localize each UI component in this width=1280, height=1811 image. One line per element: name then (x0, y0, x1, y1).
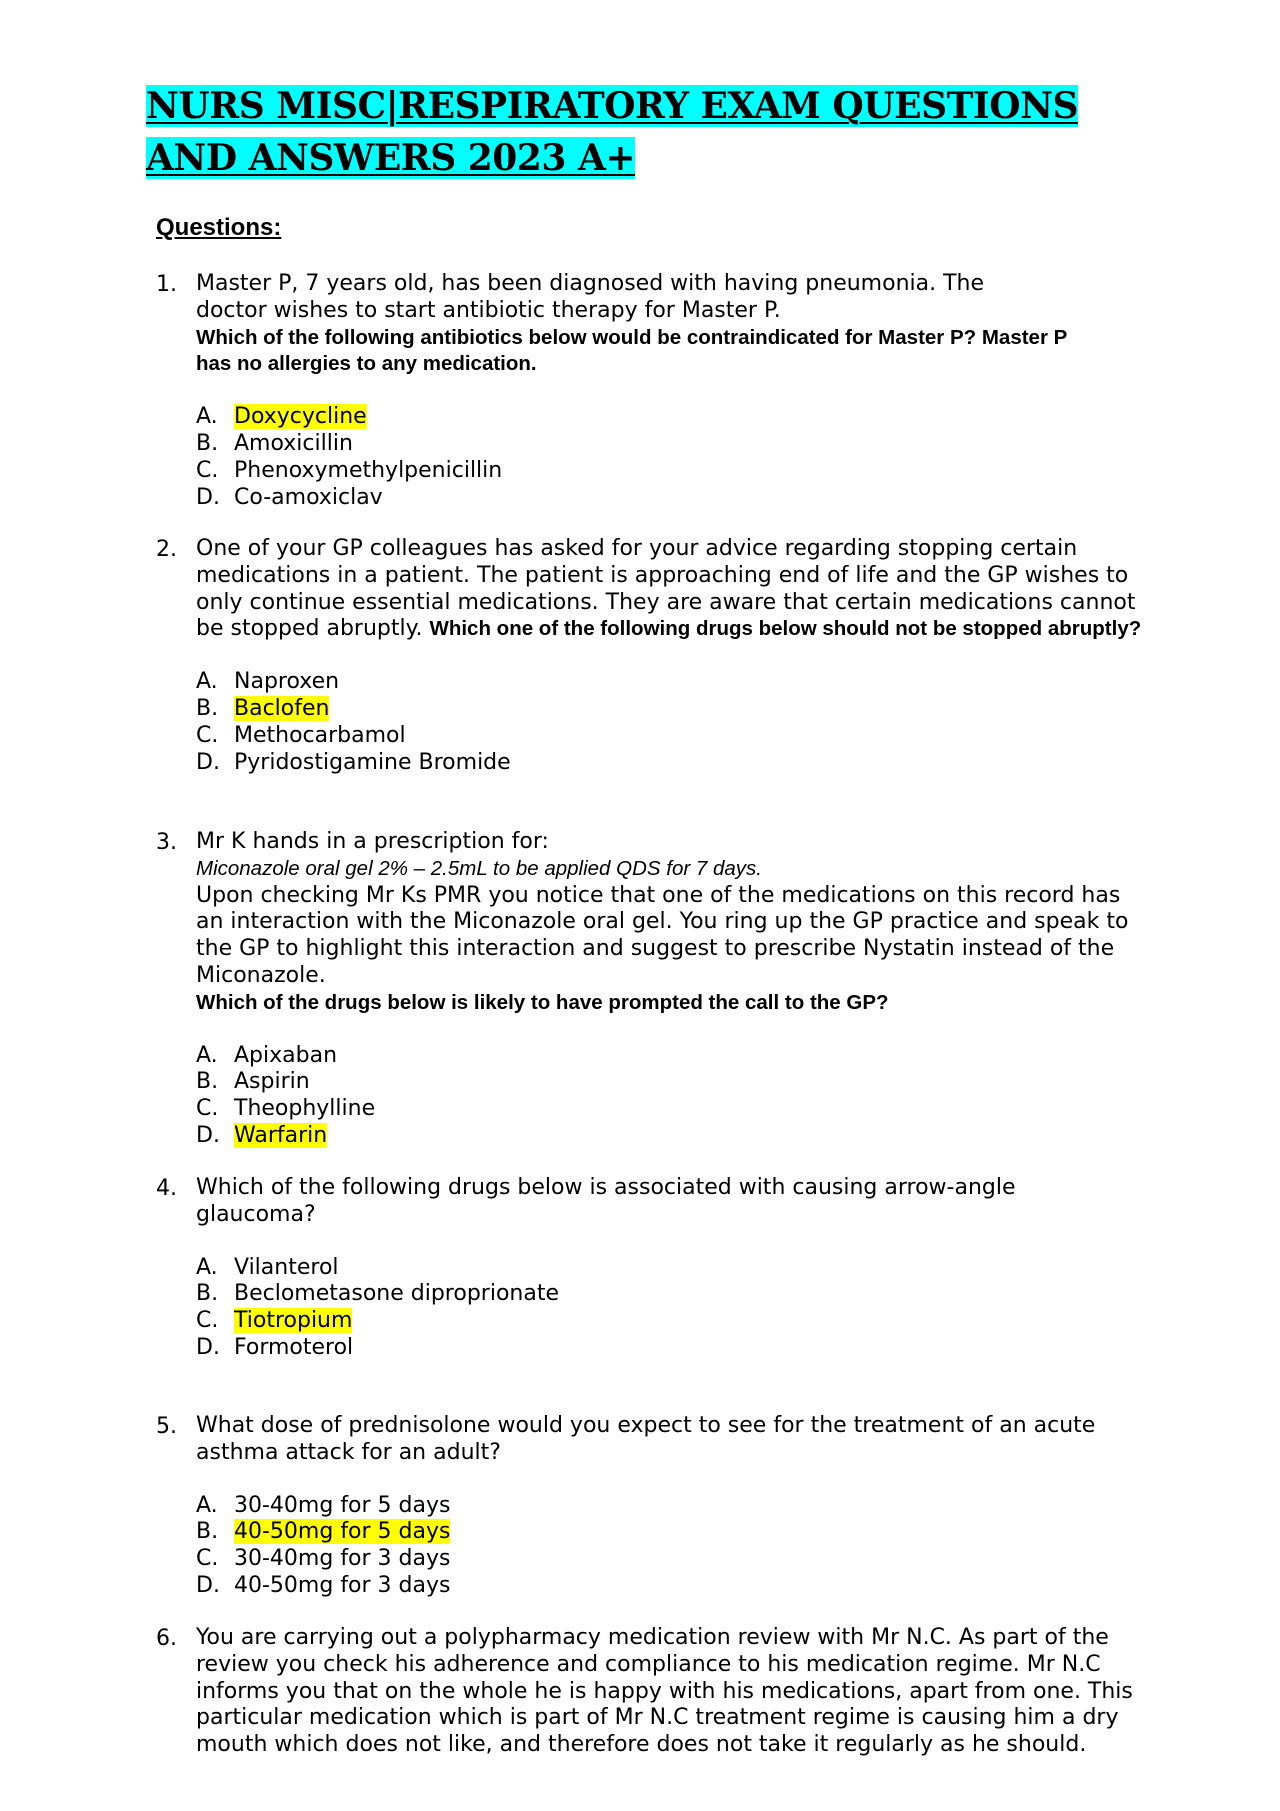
option-letter: A. (196, 404, 218, 430)
question-number: 5. (156, 1414, 177, 1439)
document-title-text: NURS MISC|RESPIRATORY EXAM QUESTIONS AND ANSWERS 2023 A+ (146, 85, 1079, 179)
option-letter: C. (196, 1096, 219, 1122)
document-title (146, 80, 1146, 184)
option-letter: A. (196, 1492, 218, 1518)
question-stem: You are carrying out a polypharmacy medication review with Mr N.C. As part of the review you check his adherence and compliance to his medication regime. Mr N.C informs you that on the whole he is happy with his medications, apart from one. This particular medication which is part of Mr N.C treatment regime is causing him a dry mouth which does not like, and therefore does not take it regularly as he should. (196, 1625, 1133, 1758)
option-letter: B. (196, 1281, 219, 1307)
option-text: 40-50mg for 3 days (234, 1572, 451, 1598)
option-text: Apixaban (234, 1042, 338, 1068)
option-letter: C. (196, 457, 219, 483)
option-text-correct: Warfarin (234, 1122, 328, 1148)
question-prompt: Which one of the following drugs below should not be stopped abruptly? (429, 617, 1142, 641)
option-letter: B. (196, 1069, 219, 1095)
question-2 (156, 536, 1156, 776)
option-b (196, 1519, 1156, 1546)
option-text: Amoxicillin (234, 430, 353, 456)
question-prompt: Which of the drugs below is likely to have prompted the call to the GP? (196, 990, 889, 1014)
option-letter: D. (196, 749, 220, 775)
option-letter: B. (196, 430, 219, 456)
option-letter: A. (196, 1254, 218, 1280)
option-letter: D. (196, 1122, 220, 1148)
option-text: Theophylline (234, 1096, 376, 1122)
question-4 (156, 1175, 1156, 1362)
option-text: Naproxen (234, 669, 340, 695)
option-d (196, 750, 1156, 777)
option-c (196, 723, 1156, 750)
option-text: Methocarbamol (234, 722, 406, 748)
question-3 (156, 829, 1156, 1150)
option-b (196, 1069, 1156, 1096)
question-stem: Which of the following drugs below is associated with causing arrow-angle glaucoma? (196, 1175, 1016, 1227)
question-1 (156, 271, 1156, 511)
option-text: Co-amoxiclav (234, 484, 383, 510)
option-a (196, 1255, 1156, 1282)
option-d (196, 1123, 1156, 1150)
option-text: 30-40mg for 5 days (234, 1492, 451, 1518)
question-6 (156, 1625, 1156, 1759)
option-a (196, 404, 1156, 431)
option-letter: C. (196, 722, 219, 748)
option-text-correct: 40-50mg for 5 days (234, 1519, 451, 1545)
option-text: 30-40mg for 3 days (234, 1546, 451, 1572)
option-b (196, 696, 1156, 723)
option-letter: B. (196, 1519, 219, 1545)
option-text-correct: Tiotropium (234, 1308, 353, 1334)
option-a (196, 1493, 1156, 1520)
option-c (196, 458, 1156, 485)
option-letter: D. (196, 484, 220, 510)
option-text: Formoterol (234, 1334, 354, 1360)
section-heading: Questions: (156, 214, 282, 241)
option-text: Pyridostigamine Bromide (234, 749, 511, 775)
question-number: 6. (156, 1626, 177, 1651)
option-letter: D. (196, 1572, 220, 1598)
answer-options (196, 404, 1156, 511)
option-c (196, 1308, 1156, 1335)
question-stem-continued: Upon checking Mr Ks PMR you notice that one of the medications on this record has an interaction with the Miconazole oral gel. You ring up the GP practice and speak to the GP to highlight this interaction and suggest to prescribe Nystatin instead of the Miconazole. (196, 882, 1129, 988)
option-letter: B. (196, 695, 219, 721)
option-text-correct: Doxycycline (234, 404, 367, 430)
option-text: Aspirin (234, 1069, 310, 1095)
question-stem: Master P, 7 years old, has been diagnosed with having pneumonia. The doctor wishes to start antibiotic therapy for Master P. (196, 271, 985, 323)
option-d (196, 1573, 1156, 1600)
option-letter: C. (196, 1308, 219, 1334)
option-letter: A. (196, 1042, 218, 1068)
option-text-correct: Baclofen (234, 695, 330, 721)
question-number: 3. (156, 830, 177, 855)
option-c (196, 1546, 1156, 1573)
question-stem-wrapper (196, 536, 1146, 643)
option-d (196, 1335, 1156, 1362)
option-a (196, 1043, 1156, 1070)
answer-options (196, 669, 1156, 776)
option-c (196, 1096, 1156, 1123)
option-letter: A. (196, 669, 218, 695)
question-stem: Mr K hands in a prescription for: (196, 829, 549, 854)
question-prompt: Which of the following antibiotics below would be contraindicated for Master P? Master P has no allergies to any medication. (196, 325, 1067, 376)
option-b (196, 1281, 1156, 1308)
question-number: 1. (156, 272, 177, 297)
answer-options (196, 1493, 1156, 1600)
answer-options (196, 1043, 1156, 1150)
prescription-text: Miconazole oral gel 2% – 2.5mL to be applied QDS for 7 days. (196, 856, 762, 880)
option-text: Vilanterol (234, 1254, 339, 1280)
question-number: 4. (156, 1176, 177, 1201)
question-number: 2. (156, 537, 177, 562)
option-text: Beclometasone diproprionate (234, 1281, 559, 1307)
option-d (196, 485, 1156, 512)
option-b (196, 431, 1156, 458)
option-letter: D. (196, 1334, 220, 1360)
answer-options (196, 1255, 1156, 1362)
option-a (196, 669, 1156, 696)
option-text: Phenoxymethylpenicillin (234, 457, 503, 483)
question-stem: One of your GP colleagues has asked for your advice regarding stopping certain medications in a patient. The patient is approaching end of life and the GP wishes to only continue essential medications. They are aware that certain medications cannot be stopped abruptly. (196, 536, 1136, 642)
option-letter: C. (196, 1546, 219, 1572)
question-stem: What dose of prednisolone would you expect to see for the treatment of an acute asthma attack for an adult? (196, 1413, 1096, 1465)
question-5 (156, 1413, 1156, 1600)
